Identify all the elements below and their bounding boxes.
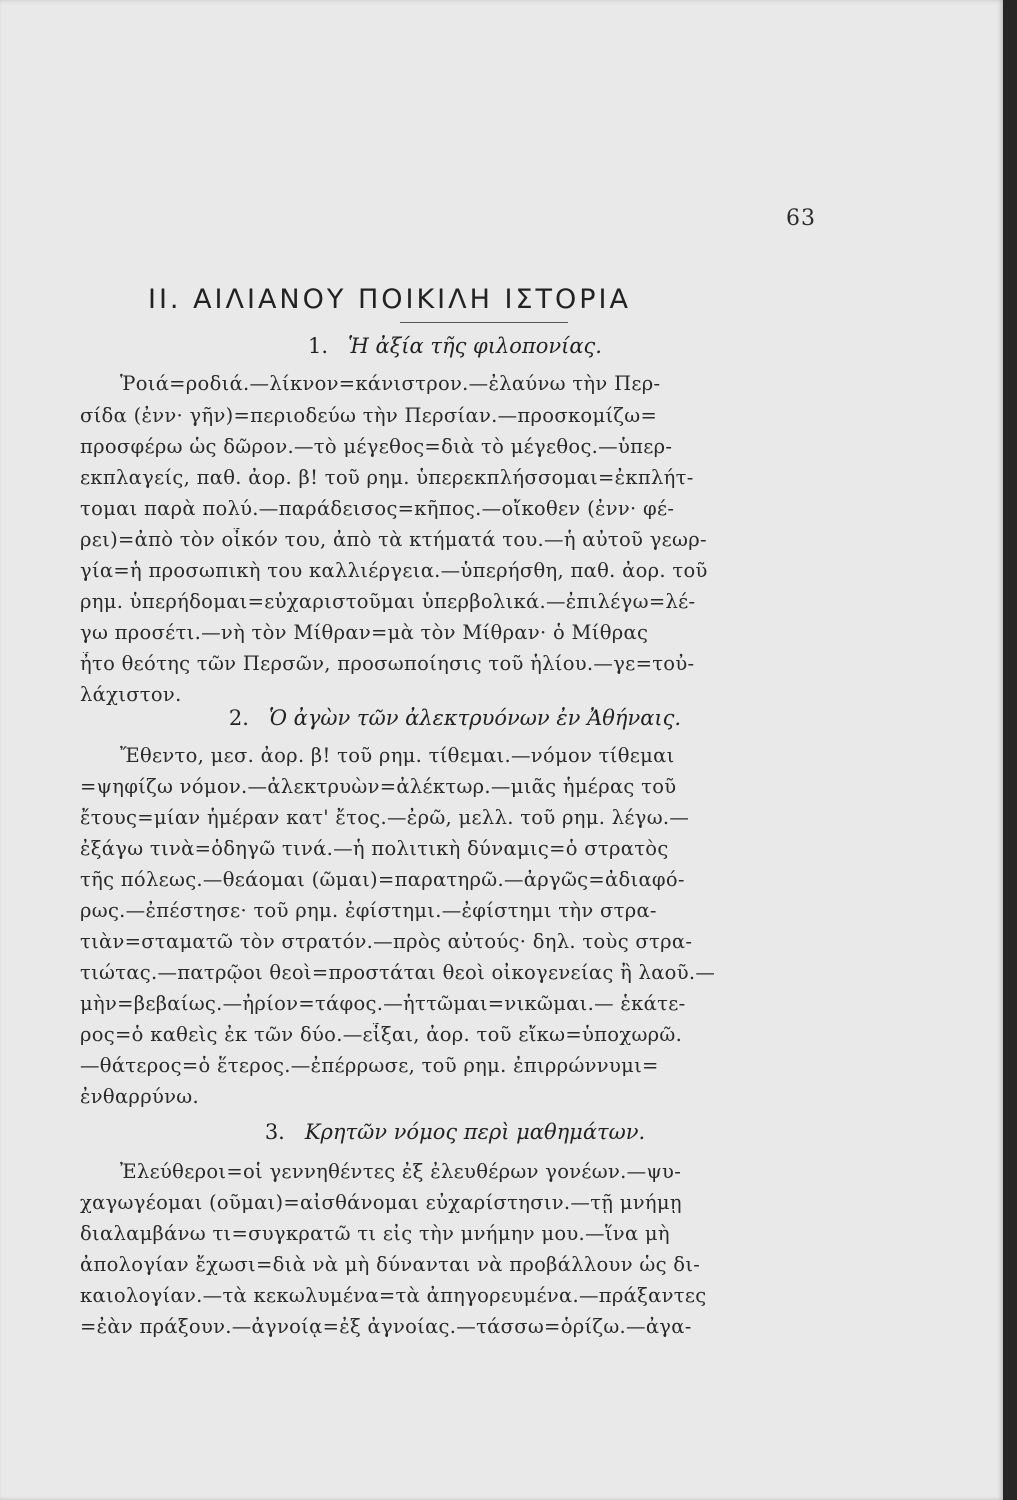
section-heading-1 <box>80 334 830 358</box>
text-line: λάχιστον. <box>80 683 182 706</box>
text-line: προσφέρω ὡς δῶρον.—τὸ μέγεθος=διὰ τὸ μέγεθος.—ὑπερ- <box>80 435 673 458</box>
text-line: =ψηφίζω νόμον.—ἀλεκτρυὼν=ἀλέκτωρ.—μιᾶς ἡμέρας τοῦ <box>80 775 677 798</box>
section-heading-2 <box>80 706 830 730</box>
section-heading-3 <box>80 1120 830 1144</box>
text-line: τιώτας.—πατρῷοι θεοὶ=προστάται θεοὶ οἰκογενείας ἢ λαοῦ.— <box>80 961 716 984</box>
text-line: διαλαμβάνω τι=συγκρατῶ τι εἰς τὴν μνήμην μου.—ἵνα μὴ <box>80 1222 670 1245</box>
text-line: ἀπολογίαν ἔχωσι=διὰ νὰ μὴ δύνανται νὰ προβάλλουν ὡς δι- <box>80 1253 701 1276</box>
text-line: τῆς πόλεως.—θεάομαι (ῶμαι)=παρατηρῶ.—ἀργῶς=ἀδιαφό- <box>80 868 685 891</box>
text-line: =ἐὰν πράξουν.—ἀγνοίᾳ=ἐξ ἀγνοίας.—τάσσω=ὁρίζω.—ἀγα- <box>80 1315 692 1338</box>
text-line: καιολογίαν.—τὰ κεκωλυμένα=τὰ ἀπηγορευμένα.—πράξαντες <box>80 1284 707 1307</box>
title-underline <box>400 322 568 323</box>
text-line: —θάτερος=ὁ ἕτερος.—ἐπέρρωσε, τοῦ ρημ. ἐπιρρώννυμι= <box>80 1054 659 1077</box>
section-title: Ἡ ἀξία τῆς φιλοπονίας. <box>348 334 602 358</box>
text-line: τομαι παρὰ πολύ.—παράδεισος=κῆπος.—οἴκοθεν (ἐνν· φέ- <box>80 497 675 520</box>
text-line: γία=ἡ προσωπικὴ του καλλιέργεια.—ὑπερήσθη, παθ. ἀορ. τοῦ <box>80 559 708 582</box>
page-number: 63 <box>786 206 816 231</box>
text-line: τιὰν=σταματῶ τὸν στρατόν.—πρὸς αὐτούς· δηλ. τοὺς στρα- <box>80 930 693 953</box>
section-title: Ὁ ἀγὼν τῶν ἀλεκτρυόνων ἐν Ἀθήναις. <box>268 706 682 730</box>
text-line: Ἔθεντο, μεσ. ἀορ. β! τοῦ ρημ. τίθεμαι.—νόμον τίθεμαι <box>120 744 675 767</box>
chapter-title: II. ΑΙΛΙΑΝΟΥ ΠΟΙΚΙΛΗ ΙΣΤΟΡΙΑ <box>148 284 631 315</box>
text-line: ρος=ὁ καθεὶς ἐκ τῶν δύο.—εἶξαι, ἀορ. τοῦ εἴκω=ὑποχωρῶ. <box>80 1023 683 1046</box>
text-line: γω προσέτι.—νὴ τὸν Μίθραν=μὰ τὸν Μίθραν· ὁ Μίθρας <box>80 621 649 644</box>
section-number: 2. <box>228 706 249 730</box>
text-line: ἦτο θεότης τῶν Περσῶν, προσωποίησις τοῦ ἡλίου.—γε=τοὐ- <box>80 652 695 675</box>
text-line: ρημ. ὑπερήδομαι=εὐχαριστοῦμαι ὑπερβολικά.—ἐπιλέγω=λέ- <box>80 590 696 613</box>
text-line: Ῥοιά=ροδιά.—λίκνον=κάνιστρον.—ἐλαύνω τὴν Περ- <box>120 372 661 395</box>
text-line: μὴν=βεβαίως.—ἠρίον=τάφος.—ἡττῶμαι=νικῶμαι.— ἑκάτε- <box>80 992 686 1015</box>
section-title: Κρητῶν νόμος περὶ μαθημάτων. <box>304 1120 646 1144</box>
text-line: ἐξάγω τινὰ=ὁδηγῶ τινά.—ἡ πολιτικὴ δύναμις=ὁ στρατὸς <box>80 837 669 860</box>
text-line: ἔτους=μίαν ἡμέραν κατ' ἔτος.—ἐρῶ, μελλ. τοῦ ρημ. λέγω.— <box>80 806 690 829</box>
text-line: σίδα (ἐνν· γῆν)=περιοδεύω τὴν Περσίαν.—προσκομίζω= <box>80 404 658 427</box>
page-edge-shadow <box>1003 0 1017 1500</box>
text-line: Ἐλεύθεροι=οἱ γεννηθέντες ἐξ ἐλευθέρων γονέων.—ψυ- <box>120 1160 682 1183</box>
section-number: 3. <box>264 1120 285 1144</box>
text-line: ἐνθαρρύνω. <box>80 1085 199 1108</box>
section-number: 1. <box>308 334 329 358</box>
text-line: ρως.—ἐπέστησε· τοῦ ρημ. ἐφίστημι.—ἐφίστημι τὴν στρα- <box>80 899 657 922</box>
text-line: ρει)=ἀπὸ τὸν οἶκόν του, ἀπὸ τὰ κτήματά του.—ἡ αὐτοῦ γεωρ- <box>80 528 707 551</box>
text-line: χαγωγέομαι (οῦμαι)=αἰσθάνομαι εὐχαρίστησιν.—τῇ μνήμῃ <box>80 1191 682 1214</box>
text-line: εκπλαγείς, παθ. ἀορ. β! τοῦ ρημ. ὑπερεκπλήσσομαι=ἐκπλήτ- <box>80 466 694 489</box>
